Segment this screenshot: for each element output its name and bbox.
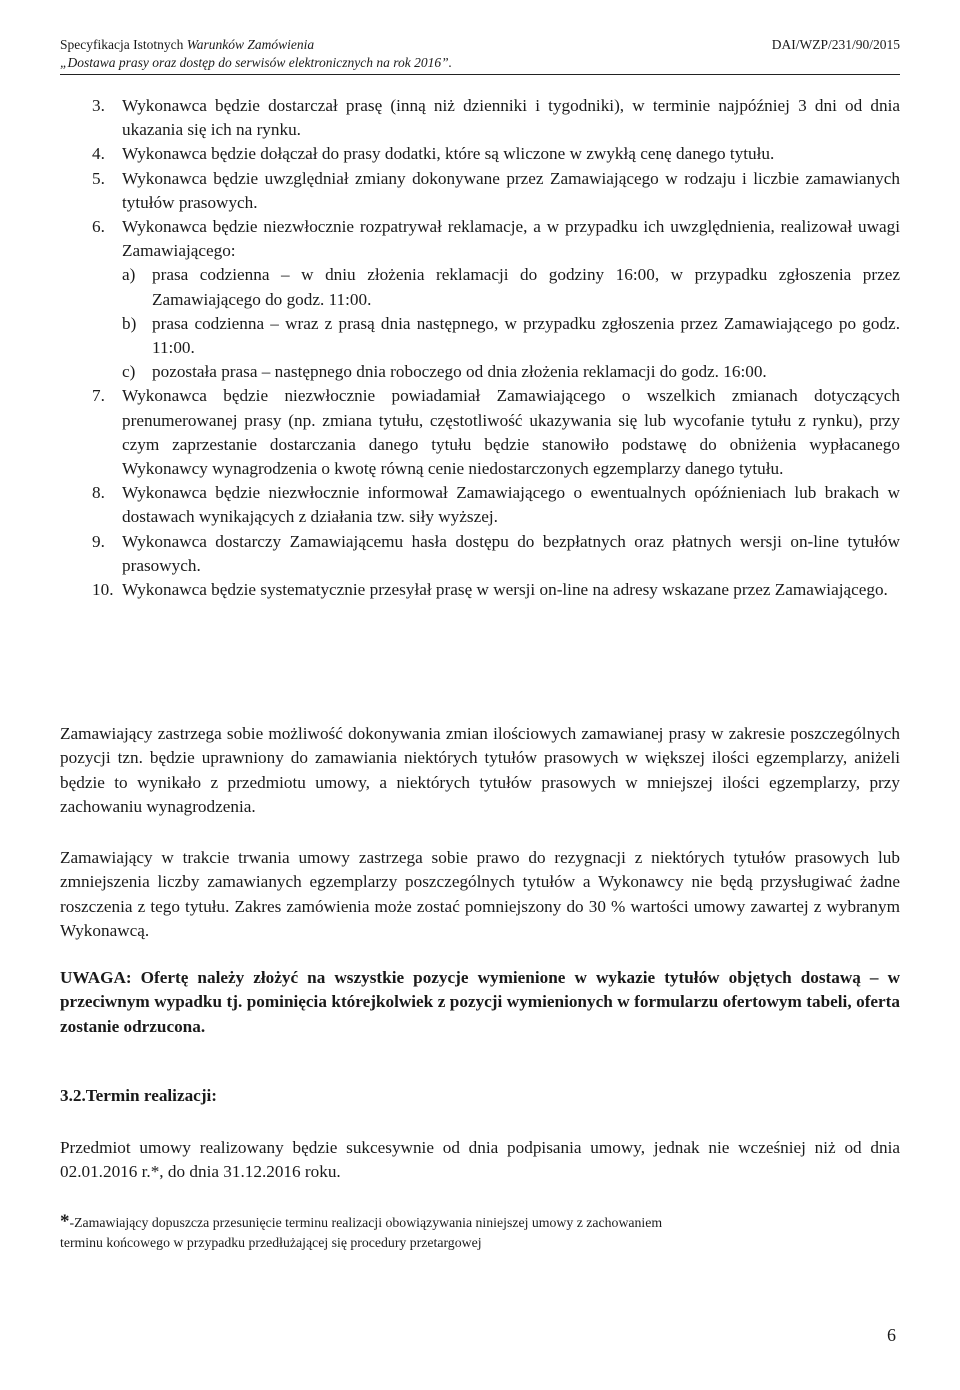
list-item-number: 3.: [92, 96, 105, 115]
list-item: [60, 481, 900, 529]
header-subject: „Dostawa prasy oraz dostęp do serwisów elektronicznych na rok 2016”.: [60, 55, 452, 70]
page-number: 6: [887, 1325, 896, 1345]
sub-item-text: prasa codzienna – wraz z prasą dnia następnego, w przypadku zgłoszenia przez Zamawiającego po godz. 11:00.: [152, 313, 900, 358]
list-item-text: Wykonawca będzie dostarczał prasę (inną niż dzienniki i tygodniki), w terminie najpóźniej 3 dni od dnia ukazania się ich na rynku.: [122, 96, 900, 140]
footnote-line-1: -Zamawiający dopuszcza przesunięcie terminu realizacji obowiązywania niniejszej umowy z zachowaniem: [69, 1215, 663, 1230]
list-item-number: 7.: [92, 386, 105, 406]
list-item-number: 6.: [92, 217, 105, 237]
list-item-text: Wykonawca będzie niezwłocznie powiadamiał Zamawiającego o wszelkich zmianach dotyczących prenumerowanej prasy (np. zmiana tytułu, częstotliwość ukazywania się lub wycofanie tytułu z rynku), przy czym zaprzestanie dostarczania danego tytułu będzie stanowiło podstawę do obniżenia wypłacanego Wykonawcy wynagrodzenia o kwotę równą cenie niedostarczonych egzemplarzy danego tytułu.: [122, 386, 900, 479]
list-item-text: Wykonawca będzie niezwłocznie informował Zamawiającego o ewentualnych opóźnieniach lub brakach w dostawach wynikających z działania tzw. siły wyższej.: [122, 483, 900, 527]
header-divider: [60, 74, 900, 75]
list-item: [60, 384, 900, 481]
list-item-text: Wykonawca będzie dołączał do prasy dodatki, które są wliczone w zwykłą cenę danego tytułu.: [122, 144, 775, 164]
list-item: [60, 578, 900, 602]
sub-item: [122, 312, 900, 360]
list-item-text: Wykonawca dostarczy Zamawiającemu hasła dostępu do bezpłatnych oraz płatnych wersji on-line tytułów prasowych.: [122, 531, 900, 575]
header-row-1: [60, 36, 900, 54]
sub-item-letter: b): [122, 313, 137, 333]
sub-item-letter: c): [122, 362, 136, 382]
list-item: [60, 142, 900, 166]
section-title: 3.2.Termin realizacji:: [60, 1086, 218, 1105]
sub-item: [122, 263, 900, 311]
list-item-text: Wykonawca będzie uwzględniał zmiany dokonywane przez Zamawiającego w rodzaju i liczbie zamawianych tytułów prasowych.: [122, 168, 900, 212]
sub-item: [122, 360, 900, 384]
sub-item-letter: a): [122, 265, 136, 285]
list-item: [60, 167, 900, 215]
list-item: [60, 215, 900, 263]
list-item-number: 4.: [92, 144, 105, 164]
warning-paragraph: UWAGA: Ofertę należy złożyć na wszystkie pozycje wymienione w wykazie tytułów objętych dostawą – w przeciwnym wypadku tj. pominięcia którejkolwiek z pozycji wymienionych w formularzu ofertowym tabeli, oferta zostanie odrzucona.: [60, 968, 900, 1036]
list-item: [60, 94, 900, 142]
obligations-list: [60, 94, 900, 602]
footnote-star: *: [60, 1211, 70, 1232]
paragraph-term: Przedmiot umowy realizowany będzie sukcesywnie od dnia podpisania umowy, jednak nie wcześniej niż od dnia 02.01.2016 r.*, do dnia 31.12.2016 roku.: [60, 1138, 900, 1182]
list-item-number: 10.: [92, 580, 114, 600]
sub-item-text: pozostała prasa – następnego dnia roboczego od dnia złożenia reklamacji do godz. 16:00.: [152, 362, 767, 382]
list-item-number: 8.: [92, 483, 105, 503]
paragraph-resignation: Zamawiający w trakcie trwania umowy zastrzega sobie prawo do rezygnacji z niektórych tytułów prasowych lub zmniejszenia liczby zamawianych egzemplarzy poszczególnych tytułów a Wykonawcy nie będą przysługiwać żadne roszczenia z tego tytułu. Zakres zamówienia może zostać pomniejszony do 30 % wartości umowy zawartej z wybranym Wykonawcą.: [60, 848, 900, 941]
paragraph-quantity-changes: Zamawiający zastrzega sobie możliwość dokonywania zmian ilościowych zamawianej prasy w zakresie poszczególnych pozycji tzn. będzie uprawniony do zamawiania niektórych tytułów prasowych w większej ilości egzemplarzy, aniżeli będzie to wynikało z przedmiotu umowy, a niektórych tytułów prasowych w mniejszej ilości egzemplarzy, przy zachowaniu wynagrodzenia.: [60, 724, 900, 817]
footnote: [60, 1212, 900, 1253]
list-item: [60, 530, 900, 578]
list-item-number: 5.: [92, 168, 105, 188]
sub-item-text: prasa codzienna – w dniu złożenia reklamacji do godziny 16:00, w przypadku zgłoszenia przez Zamawiającego do godz. 11:00.: [152, 265, 900, 309]
list-item-number: 9.: [92, 531, 105, 551]
header-left: Specyfikacja Istotnych Warunków Zamówienia: [60, 37, 315, 52]
header-doc-number: DAI/WZP/231/90/2015: [771, 37, 900, 52]
list-item-text: Wykonawca będzie systematycznie przesyłał prasę w wersji on-line na adresy wskazane przez Zamawiającego.: [122, 580, 888, 600]
list-item-text: Wykonawca będzie niezwłocznie rozpatrywał reklamacje, a w przypadku ich uwzględnienia, realizował uwagi Zamawiającego:: [122, 217, 900, 261]
footnote-line-2: terminu końcowego w przypadku przedłużającej się procedury przetargowej: [60, 1235, 482, 1250]
